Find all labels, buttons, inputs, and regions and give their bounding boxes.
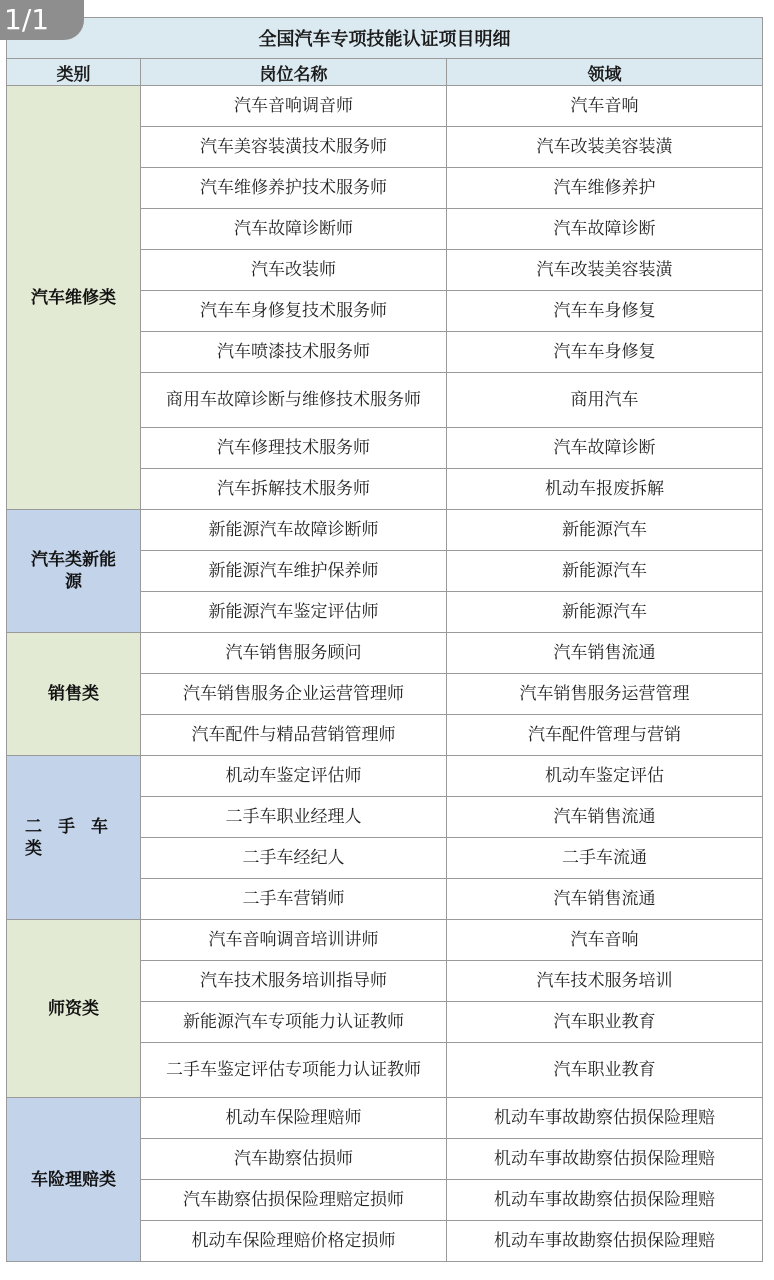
field-cell: 汽车改装美容装潢 bbox=[447, 250, 763, 291]
field-cell: 汽车音响 bbox=[447, 920, 763, 961]
field-cell: 二手车流通 bbox=[447, 838, 763, 879]
job-title-cell: 二手车职业经理人 bbox=[141, 797, 447, 838]
job-title-cell: 汽车维修养护技术服务师 bbox=[141, 168, 447, 209]
field-cell: 汽车维修养护 bbox=[447, 168, 763, 209]
header-category: 类别 bbox=[7, 59, 141, 86]
page-indicator: 1/1 bbox=[0, 0, 84, 40]
field-cell: 汽车销售流通 bbox=[447, 797, 763, 838]
field-cell: 汽车故障诊断 bbox=[447, 428, 763, 469]
job-title-cell: 新能源汽车故障诊断师 bbox=[141, 510, 447, 551]
field-cell: 新能源汽车 bbox=[447, 592, 763, 633]
table-title: 全国汽车专项技能认证项目明细 bbox=[7, 18, 763, 59]
job-title-cell: 二手车鉴定评估专项能力认证教师 bbox=[141, 1043, 447, 1098]
job-title-cell: 汽车技术服务培训指导师 bbox=[141, 961, 447, 1002]
job-title-cell: 汽车美容装潢技术服务师 bbox=[141, 127, 447, 168]
field-cell: 机动车报废拆解 bbox=[447, 469, 763, 510]
job-title-cell: 新能源汽车专项能力认证教师 bbox=[141, 1002, 447, 1043]
field-cell: 机动车事故勘察估损保险理赔 bbox=[447, 1098, 763, 1139]
job-title-cell: 汽车勘察估损师 bbox=[141, 1139, 447, 1180]
field-cell: 汽车技术服务培训 bbox=[447, 961, 763, 1002]
category-cell-sales: 销售类 bbox=[7, 633, 141, 756]
field-cell: 汽车故障诊断 bbox=[447, 209, 763, 250]
field-cell: 汽车车身修复 bbox=[447, 332, 763, 373]
job-title-cell: 机动车鉴定评估师 bbox=[141, 756, 447, 797]
field-cell: 汽车车身修复 bbox=[447, 291, 763, 332]
category-cell-auto-repair: 汽车维修类 bbox=[7, 86, 141, 510]
job-title-cell: 二手车经纪人 bbox=[141, 838, 447, 879]
job-title-cell: 机动车保险理赔价格定损师 bbox=[141, 1221, 447, 1262]
job-title-cell: 汽车配件与精品营销管理师 bbox=[141, 715, 447, 756]
job-title-cell: 汽车拆解技术服务师 bbox=[141, 469, 447, 510]
category-cell-insurance-claims: 车险理赔类 bbox=[7, 1098, 141, 1262]
job-title-cell: 汽车修理技术服务师 bbox=[141, 428, 447, 469]
job-title-cell: 汽车销售服务企业运营管理师 bbox=[141, 674, 447, 715]
job-title-cell: 汽车音响调音师 bbox=[141, 86, 447, 127]
job-title-cell: 汽车车身修复技术服务师 bbox=[141, 291, 447, 332]
job-title-cell: 新能源汽车维护保养师 bbox=[141, 551, 447, 592]
job-title-cell: 汽车销售服务顾问 bbox=[141, 633, 447, 674]
field-cell: 汽车改装美容装潢 bbox=[447, 127, 763, 168]
category-cell-new-energy: 汽车类新能源 bbox=[7, 510, 141, 633]
header-job-title: 岗位名称 bbox=[141, 59, 447, 86]
field-cell: 机动车事故勘察估损保险理赔 bbox=[447, 1180, 763, 1221]
job-title-cell: 新能源汽车鉴定评估师 bbox=[141, 592, 447, 633]
job-title-cell: 商用车故障诊断与维修技术服务师 bbox=[141, 373, 447, 428]
field-cell: 商用汽车 bbox=[447, 373, 763, 428]
certification-table bbox=[6, 17, 763, 1262]
field-cell: 汽车职业教育 bbox=[447, 1043, 763, 1098]
field-cell: 汽车配件管理与营销 bbox=[447, 715, 763, 756]
field-cell: 新能源汽车 bbox=[447, 510, 763, 551]
job-title-cell: 二手车营销师 bbox=[141, 879, 447, 920]
job-title-cell: 汽车故障诊断师 bbox=[141, 209, 447, 250]
category-cell-used-car: 二手车类 bbox=[7, 756, 141, 920]
field-cell: 汽车销售服务运营管理 bbox=[447, 674, 763, 715]
field-cell: 汽车销售流通 bbox=[447, 633, 763, 674]
field-cell: 机动车事故勘察估损保险理赔 bbox=[447, 1221, 763, 1262]
job-title-cell: 汽车喷漆技术服务师 bbox=[141, 332, 447, 373]
field-cell: 新能源汽车 bbox=[447, 551, 763, 592]
category-cell-faculty: 师资类 bbox=[7, 920, 141, 1098]
job-title-cell: 汽车音响调音培训讲师 bbox=[141, 920, 447, 961]
job-title-cell: 汽车勘察估损保险理赔定损师 bbox=[141, 1180, 447, 1221]
field-cell: 机动车鉴定评估 bbox=[447, 756, 763, 797]
field-cell: 汽车销售流通 bbox=[447, 879, 763, 920]
header-field: 领域 bbox=[447, 59, 763, 86]
field-cell: 汽车职业教育 bbox=[447, 1002, 763, 1043]
field-cell: 汽车音响 bbox=[447, 86, 763, 127]
job-title-cell: 汽车改装师 bbox=[141, 250, 447, 291]
field-cell: 机动车事故勘察估损保险理赔 bbox=[447, 1139, 763, 1180]
job-title-cell: 机动车保险理赔师 bbox=[141, 1098, 447, 1139]
